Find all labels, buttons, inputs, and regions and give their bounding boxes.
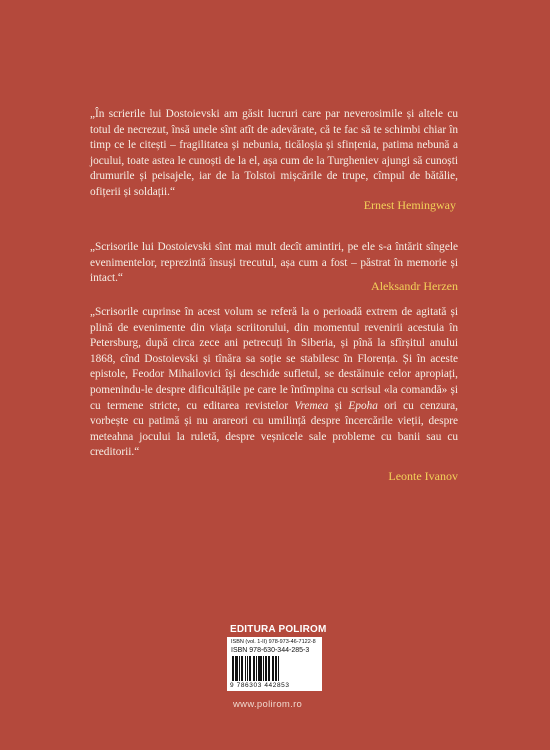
author-hemingway: Ernest Hemingway [363, 198, 456, 212]
quote-herzen: „Scrisorile lui Dostoievski sînt mai mult decît amintiri, pe ele s-a întărit sîngele evenimentelor, reprezintă însuși trecutul, așa cum a fost – păstrat în memorie și intact.“ [90, 241, 458, 285]
quote-ivanov-part-3: ori cu cenzura, vorbește cu patimă și nu arareori cu umilință despre încercările vieții, despre meteahna jocului la ruletă, despre veșnicele sale probleme cu banii sau cu creditorii.“ [90, 399, 458, 459]
quote-hemingway: „În scrierile lui Dostoievski am găsit lucruri care par neverosimile și altele cu totul de necrezut, însă unele sînt atît de adevărate, că te fac să te schimbi chiar în timp ce le citești – fragilitatea și nebunia, ticăloșia și sfințenia, patima nebună a jocului, toate astea le cunoști de la el, așa cum de la Turgheniev ajungi să cunoști drumurile și peisajele, iar de la Tolstoi mișcările de trupe, cîmpul de bătălie, ofițerii și soldații.“ [90, 108, 458, 198]
quote-ivanov-part-2: și [328, 399, 349, 412]
barcode-bars [232, 656, 317, 681]
quote-ivanov [90, 305, 458, 461]
journal-title-vremea: Vremea [294, 399, 329, 412]
publisher-name: EDITURA POLIROM [230, 624, 327, 635]
barcode-digits: 9 786303 442853 [230, 682, 290, 689]
journal-title-epoha: Epoha [348, 399, 378, 412]
quote-ivanov-part-1: „Scrisorile cuprinse în acest volum se referă la o perioadă extrem de agitată și plină de evenimente din viața scriitorului, din momentul revenirii acestuia în Petersburg, după circa zece ani petrecuți în Siberia, și pînă la sfîrșitul anului 1868, cînd Dostoievski și tînăra sa soție se stabilesc în Florența. Și în aceste epistole, Feodor Mihailovici își deschide sufletul, se destăinuie celor apropiați, pomenindu-le despre dificultățile pe care le întîmpina cu scrisul «la comandă» și cu termene stricte, cu editarea revistelor [90, 306, 458, 412]
isbn-set: ISBN (vol. 1-II) 978-973-46-7122-8 [231, 639, 316, 645]
author-herzen: Aleksandr Herzen [371, 279, 458, 293]
barcode-block [227, 637, 322, 691]
publisher-website: www.polirom.ro [233, 699, 303, 710]
barcode-gap [279, 656, 280, 681]
author-ivanov: Leonte Ivanov [388, 469, 458, 483]
isbn-volume: ISBN 978-630-344-285-3 [231, 647, 310, 654]
